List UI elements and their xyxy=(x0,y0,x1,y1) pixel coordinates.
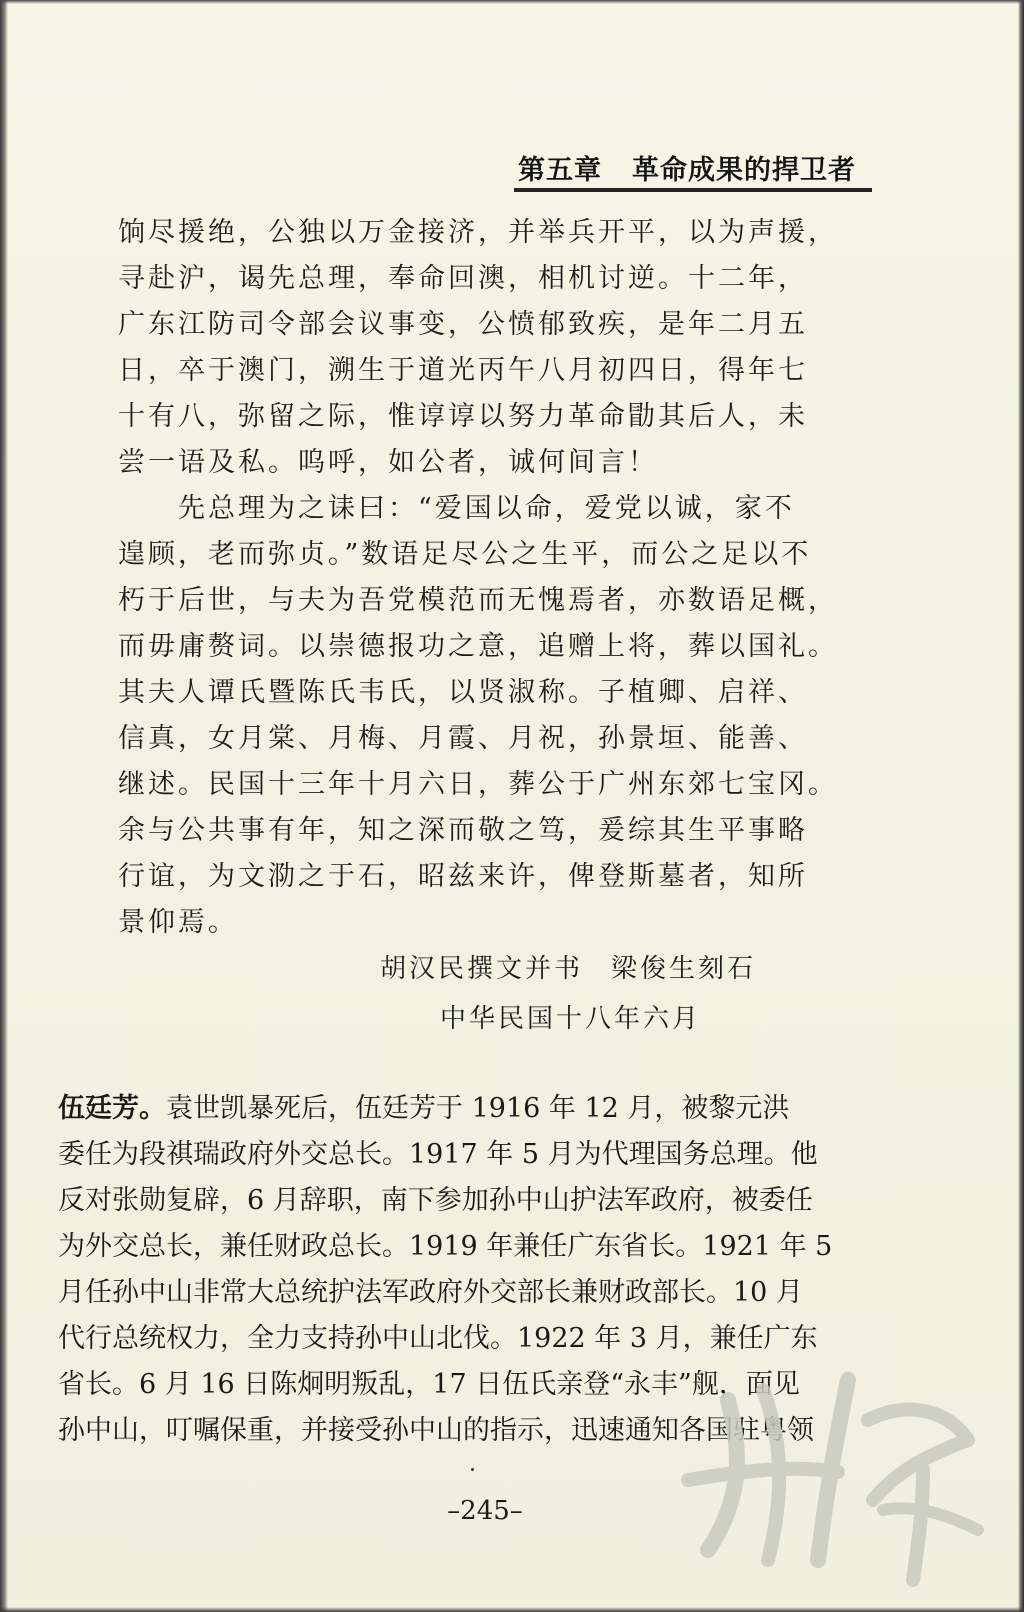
signature-line xyxy=(380,948,756,985)
watermark-logo xyxy=(668,1360,1008,1590)
biography-line xyxy=(58,1086,878,1132)
epitaph-line: 广东江防司令部会议事变，公愤郁致疾，是年二月五 xyxy=(118,309,808,340)
biography-line-rest: 袁世凯暴死后，伍廷芳于 1916 年 12 月，被黎元洪 xyxy=(166,1093,790,1124)
epitaph-text xyxy=(118,210,838,946)
biography-line: 反对张勋复辟，6 月辞职，南下参加孙中山护法军政府，被委任 xyxy=(58,1185,813,1216)
page-number: –245– xyxy=(447,1496,523,1526)
biography-line: 月任孙中山非常大总统护法军政府外交部长兼财政部长。10 月 xyxy=(58,1277,803,1308)
ink-speck xyxy=(471,1468,474,1471)
epitaph-line: 饷尽援绝，公独以万金接济，并举兵开平，以为声援， xyxy=(118,217,838,248)
scan-edge-left xyxy=(0,0,8,1612)
scan-edge-top xyxy=(0,0,1024,4)
biography-line: 省长。6 月 16 日陈炯明叛乱，17 日伍氏亲登“永丰”舰，面见 xyxy=(58,1369,800,1400)
epitaph-line: 而毋庸赘词。以崇德报功之意，追赠上将，葬以国礼。 xyxy=(118,631,838,662)
running-header xyxy=(518,148,872,190)
epitaph-line: 其夫人谭氏暨陈氏韦氏，以贤淑称。子植卿、启祥、 xyxy=(118,677,808,708)
biography-line: 代行总统权力，全力支持孙中山北伐。1922 年 3 月，兼任广东 xyxy=(58,1323,818,1354)
signature-author: 胡汉民撰文并书 xyxy=(380,954,584,984)
epitaph-line: 先总理为之诔曰：“爱国以命，爱党以诚，家不 xyxy=(118,493,795,524)
chapter-title: 革命成果的捍卫者 xyxy=(632,155,856,186)
biography-line: 孙中山，叮嘱保重，并接受孙中山的指示，迅速通知各国驻粤领 xyxy=(58,1415,814,1446)
biography-line: 委任为段祺瑞政府外交总长。1917 年 5 月为代理国务总理。他 xyxy=(58,1139,818,1170)
scan-edge-bottom xyxy=(0,1607,1024,1612)
signature-carver: 梁俊生刻石 xyxy=(611,954,757,984)
scan-edge-right xyxy=(1018,0,1024,1612)
epitaph-line: 尝一语及私。呜呼，如公者，诚何间言！ xyxy=(118,447,658,478)
epitaph-line: 余与公共事有年，知之深而敬之笃，爰综其生平事略 xyxy=(118,815,808,846)
chapter-number: 第五章 xyxy=(518,155,602,186)
epitaph-line: 景仰焉。 xyxy=(118,907,238,938)
signature-date: 中华民国十八年六月 xyxy=(440,1004,702,1034)
epitaph-line: 十有八，弥留之际，惟谆谆以努力革命勖其后人，未 xyxy=(118,401,808,432)
epitaph-line: 继述。民国十三年十月六日，葬公于广州东郊七宝冈。 xyxy=(118,769,838,800)
epitaph-line: 朽于后世，与夫为吾党模范而无愧焉者，亦数语足概， xyxy=(118,585,838,616)
header-rule xyxy=(514,188,872,192)
biography-lead: 伍廷芳。 xyxy=(58,1093,166,1124)
epitaph-line: 信真，女月棠、月梅、月霞、月祝，孙景垣、能善、 xyxy=(118,723,808,754)
epitaph-line: 行谊，为文泐之于石，昭兹来许，俾登斯墓者，知所 xyxy=(118,861,808,892)
epitaph-line: 遑顾，老而弥贞。”数语足尽公之生平，而公之足以不 xyxy=(118,539,812,570)
watermark-brush-strokes xyxy=(688,1380,978,1580)
biography-line: 为外交总长，兼任财政总长。1919 年兼任广东省长。1921 年 5 xyxy=(58,1231,833,1262)
epitaph-line: 寻赴沪，谒先总理，奉命回澳，相机讨逆。十二年， xyxy=(118,263,808,294)
epitaph-line: 日，卒于澳门，溯生于道光丙午八月初四日，得年七 xyxy=(118,355,808,386)
